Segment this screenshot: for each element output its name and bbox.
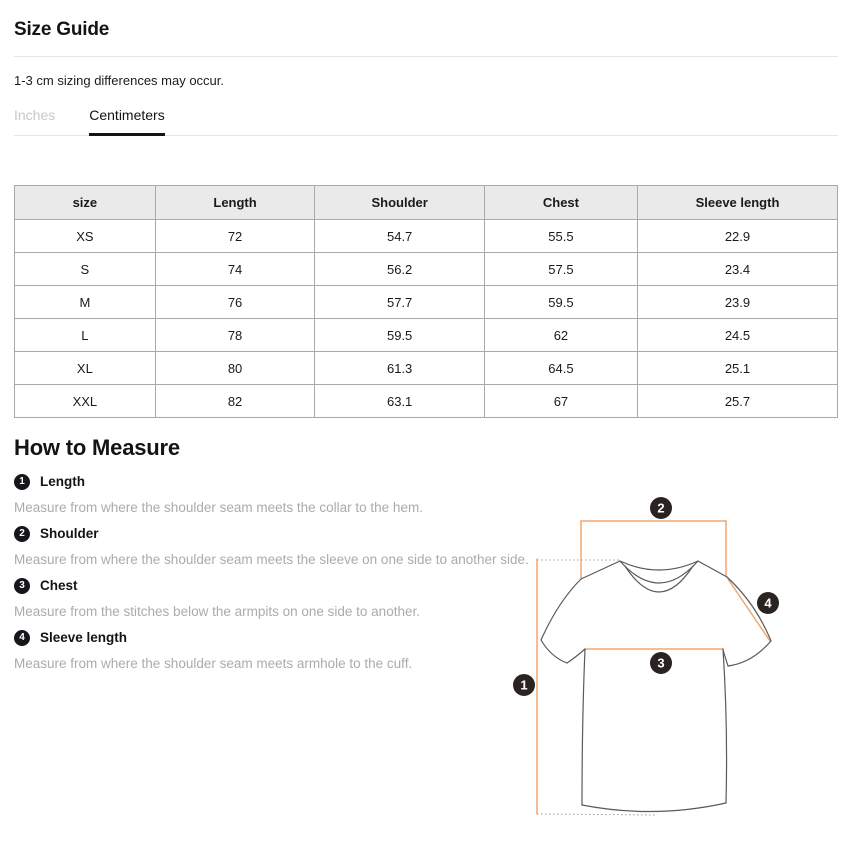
length-badge-number: 1: [520, 677, 528, 693]
measure-item: [14, 474, 554, 515]
column-header-size: size: [15, 186, 156, 220]
column-header-sleeve-length: Sleeve length: [637, 186, 837, 220]
table-cell: 64.5: [484, 352, 637, 385]
table-cell: 80: [155, 352, 315, 385]
measure-description: Measure from where the shoulder seam meets the sleeve on one side to another side.: [14, 552, 529, 567]
table-cell: 22.9: [637, 220, 837, 253]
unit-tabs: [14, 107, 838, 136]
table-cell: 23.4: [637, 253, 837, 286]
page-title: Size Guide: [14, 19, 110, 40]
step-number-badge: 2: [14, 526, 30, 542]
step-number-badge: 4: [14, 630, 30, 646]
table-cell: 63.1: [315, 385, 485, 418]
measure-label: Shoulder: [40, 526, 99, 541]
dotted-guide-lines: [537, 560, 656, 815]
how-to-measure-title: How to Measure: [14, 435, 180, 460]
chest-badge-number: 3: [657, 655, 665, 671]
measure-item: [14, 526, 554, 567]
table-row: [15, 385, 838, 418]
measure-description: Measure from the stitches below the armpits on one side to another.: [14, 604, 420, 619]
column-header-shoulder: Shoulder: [315, 186, 485, 220]
shoulder-badge-number: 2: [657, 500, 665, 516]
measure-item: [14, 578, 554, 619]
measure-description: Measure from where the shoulder seam meets armhole to the cuff.: [14, 656, 413, 671]
table-cell: XXL: [15, 385, 156, 418]
table-cell: 56.2: [315, 253, 485, 286]
table-cell: 61.3: [315, 352, 485, 385]
table-cell: 74: [155, 253, 315, 286]
column-header-length: Length: [155, 186, 315, 220]
step-number-badge: 3: [14, 578, 30, 594]
table-cell: 24.5: [637, 319, 837, 352]
tshirt-measure-diagram: [505, 490, 835, 825]
table-row: [15, 253, 838, 286]
table-row: [15, 352, 838, 385]
step-number-badge: 1: [14, 474, 30, 490]
tshirt-outline: [541, 561, 771, 812]
tab-inches[interactable]: Inches: [14, 107, 56, 123]
table-cell: 25.1: [637, 352, 837, 385]
table-row: [15, 286, 838, 319]
table-cell: L: [15, 319, 156, 352]
size-table: [14, 185, 838, 418]
size-table-header: [15, 186, 838, 220]
table-cell: 76: [155, 286, 315, 319]
table-cell: XL: [15, 352, 156, 385]
column-header-chest: Chest: [484, 186, 637, 220]
measure-list: [14, 474, 554, 671]
measure-label: Sleeve length: [40, 630, 128, 645]
table-cell: S: [15, 253, 156, 286]
measure-description: Measure from where the shoulder seam meets the collar to the hem.: [14, 500, 423, 515]
table-cell: 82: [155, 385, 315, 418]
sleeve-badge-number: 4: [764, 595, 772, 611]
table-cell: 23.9: [637, 286, 837, 319]
table-cell: 57.7: [315, 286, 485, 319]
table-cell: 72: [155, 220, 315, 253]
table-cell: M: [15, 286, 156, 319]
table-row: [15, 319, 838, 352]
table-cell: 67: [484, 385, 637, 418]
table-cell: XS: [15, 220, 156, 253]
sizing-note: 1-3 cm sizing differences may occur.: [14, 73, 225, 88]
measure-label: Length: [40, 474, 85, 489]
table-cell: 78: [155, 319, 315, 352]
measure-label: Chest: [40, 578, 78, 593]
table-cell: 25.7: [637, 385, 837, 418]
table-cell: 62: [484, 319, 637, 352]
table-cell: 55.5: [484, 220, 637, 253]
tab-centimeters[interactable]: Centimeters: [89, 107, 164, 135]
table-cell: 54.7: [315, 220, 485, 253]
table-cell: 59.5: [484, 286, 637, 319]
measure-item: [14, 630, 554, 671]
divider: [14, 56, 838, 57]
table-row: [15, 220, 838, 253]
size-table-body: [15, 220, 838, 418]
table-cell: 59.5: [315, 319, 485, 352]
table-cell: 57.5: [484, 253, 637, 286]
